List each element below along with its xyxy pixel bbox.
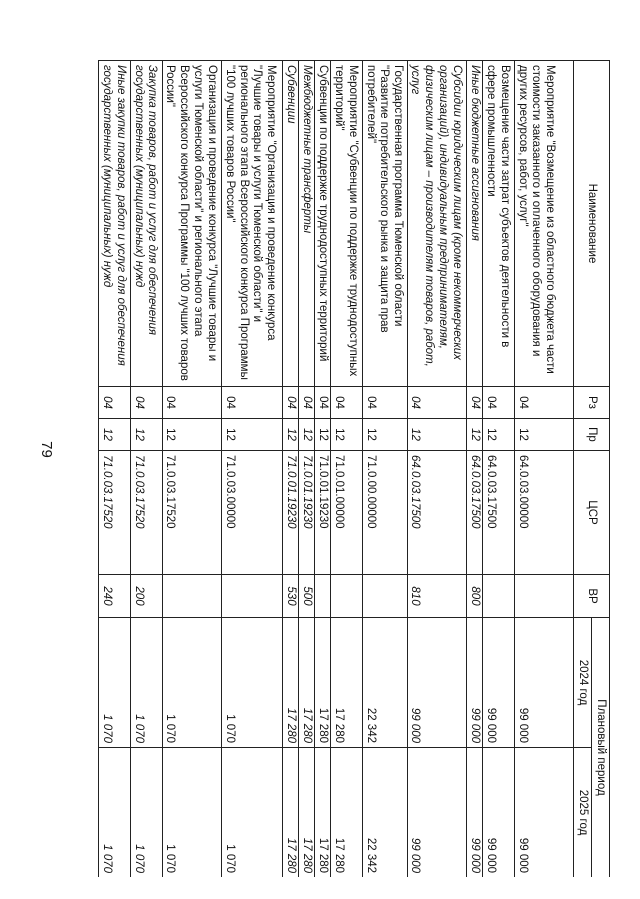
row-2025-cell: 22 342 <box>362 748 407 878</box>
row-2025-cell: 99 000 <box>482 748 514 878</box>
header-planned-period: Плановый период <box>592 618 610 878</box>
row-2024-cell: 99 000 <box>467 618 483 748</box>
row-rz-cell: 04 <box>315 387 331 419</box>
row-rz-cell: 04 <box>482 387 514 419</box>
header-pr: Пр <box>574 419 610 451</box>
table-row <box>407 61 466 878</box>
row-2024-cell: 99 000 <box>482 618 514 748</box>
row-2024-cell: 17 280 <box>315 618 331 748</box>
row-rz-cell: 04 <box>362 387 407 419</box>
row-rz-cell: 04 <box>407 387 466 419</box>
row-2025-cell: 1 070 <box>99 748 131 878</box>
row-2025-cell: 99 000 <box>514 748 573 878</box>
row-csr-cell: 71.0.01.00000 <box>331 451 363 575</box>
row-2024-cell: 17 280 <box>299 618 315 748</box>
row-vr-cell: 200 <box>130 575 162 618</box>
row-2025-cell: 99 000 <box>467 748 483 878</box>
row-name-cell: Межбюджетные трансферты <box>299 61 315 387</box>
table-row <box>482 61 514 878</box>
header-year-2025: 2025 год <box>574 748 592 878</box>
row-pr-cell: 12 <box>130 419 162 451</box>
table-row <box>130 61 162 878</box>
row-2024-cell: 99 000 <box>407 618 466 748</box>
row-pr-cell: 12 <box>514 419 573 451</box>
row-csr-cell: 71.0.03.00000 <box>222 451 283 575</box>
row-2025-cell: 17 280 <box>283 748 299 878</box>
row-pr-cell: 12 <box>467 419 483 451</box>
row-2025-cell: 1 070 <box>222 748 283 878</box>
row-2024-cell: 22 342 <box>362 618 407 748</box>
row-name-cell: Иные закупки товаров, работ и услуг для обеспечения государственных (муниципальных) нужд <box>99 61 131 387</box>
row-pr-cell: 12 <box>315 419 331 451</box>
row-vr-cell <box>315 575 331 618</box>
row-rz-cell: 04 <box>467 387 483 419</box>
row-2024-cell: 99 000 <box>514 618 573 748</box>
row-name-cell: Закупка товаров, работ и услуг для обеспечения государственных (муниципальных) нужд <box>130 61 162 387</box>
row-csr-cell: 71.0.01.19230 <box>299 451 315 575</box>
row-rz-cell: 04 <box>130 387 162 419</box>
row-csr-cell: 71.0.00.00000 <box>362 451 407 575</box>
row-pr-cell: 12 <box>99 419 131 451</box>
row-2025-cell: 17 280 <box>315 748 331 878</box>
row-csr-cell: 71.0.03.17520 <box>162 451 221 575</box>
header-csr: ЦСР <box>574 451 610 575</box>
table-row <box>162 61 221 878</box>
row-2024-cell: 1 070 <box>222 618 283 748</box>
row-rz-cell: 04 <box>162 387 221 419</box>
row-2025-cell: 1 070 <box>162 748 221 878</box>
table-row <box>222 61 283 878</box>
row-2025-cell: 99 000 <box>407 748 466 878</box>
table-row <box>362 61 407 878</box>
table-header <box>574 61 610 878</box>
budget-table <box>98 60 610 877</box>
row-pr-cell: 12 <box>362 419 407 451</box>
row-2024-cell: 1 070 <box>130 618 162 748</box>
row-name-cell: Субвенции <box>283 61 299 387</box>
row-2024-cell: 1 070 <box>99 618 131 748</box>
header-name: Наименование <box>574 61 610 387</box>
row-pr-cell: 12 <box>162 419 221 451</box>
row-csr-cell: 71.0.03.17520 <box>99 451 131 575</box>
row-csr-cell: 71.0.01.19230 <box>315 451 331 575</box>
row-name-cell: Мероприятие "Возмещение из областного бюджета части стоимости заказанного и оплаченного оборудования и других ресурсов, работ, услуг" <box>514 61 573 387</box>
row-vr-cell <box>331 575 363 618</box>
row-vr-cell: 500 <box>299 575 315 618</box>
row-rz-cell: 04 <box>331 387 363 419</box>
row-pr-cell: 12 <box>482 419 514 451</box>
table-row <box>514 61 573 878</box>
row-name-cell: Организация и проведение конкурса "Лучшие товары и услуги Тюменской области" и регионального этапа Всероссийского конкурса Программы "100 лучших товаров России" <box>162 61 221 387</box>
row-pr-cell: 12 <box>299 419 315 451</box>
row-pr-cell: 12 <box>407 419 466 451</box>
row-name-cell: Субсидии юридическим лицам (кроме некоммерческих организаций), индивидуальным предпринимателям, физическим лицам – производителям товаров, работ, услуг <box>407 61 466 387</box>
row-rz-cell: 04 <box>222 387 283 419</box>
row-2025-cell: 17 280 <box>299 748 315 878</box>
row-pr-cell: 12 <box>331 419 363 451</box>
row-csr-cell: 64.0.03.17500 <box>467 451 483 575</box>
row-vr-cell: 240 <box>99 575 131 618</box>
header-vr: ВР <box>574 575 610 618</box>
row-rz-cell: 04 <box>99 387 131 419</box>
row-name-cell: Государственная программа Тюменской области "Развитие потребительского рынка и защита прав потребителей" <box>362 61 407 387</box>
row-2024-cell: 1 070 <box>162 618 221 748</box>
table-row <box>467 61 483 878</box>
row-vr-cell <box>222 575 283 618</box>
table-row <box>99 61 131 878</box>
row-csr-cell: 71.0.01.19230 <box>283 451 299 575</box>
row-2025-cell: 17 280 <box>331 748 363 878</box>
row-vr-cell <box>362 575 407 618</box>
page-number: 79 <box>37 441 55 458</box>
row-pr-cell: 12 <box>222 419 283 451</box>
row-2025-cell: 1 070 <box>130 748 162 878</box>
header-rz: Рз <box>574 387 610 419</box>
table-viewport <box>98 60 610 877</box>
row-name-cell: Иные бюджетные ассигнования <box>467 61 483 387</box>
row-csr-cell: 71.0.03.17520 <box>130 451 162 575</box>
table-row <box>283 61 299 878</box>
row-vr-cell: 530 <box>283 575 299 618</box>
row-name-cell: Возмещение части затрат субъектов деятельности в сфере промышленности <box>482 61 514 387</box>
row-vr-cell <box>162 575 221 618</box>
row-pr-cell: 12 <box>283 419 299 451</box>
row-csr-cell: 64.0.03.17500 <box>407 451 466 575</box>
table-row <box>299 61 315 878</box>
row-rz-cell: 04 <box>283 387 299 419</box>
row-name-cell: Субвенции по поддержке труднодоступных территорий <box>315 61 331 387</box>
row-csr-cell: 64.0.03.00000 <box>514 451 573 575</box>
table-row <box>315 61 331 878</box>
row-vr-cell: 810 <box>407 575 466 618</box>
row-name-cell: Мероприятие "Субвенции по поддержке труднодоступных территорий" <box>331 61 363 387</box>
table-body <box>99 61 574 878</box>
rotated-page <box>98 60 610 877</box>
header-year-2024: 2024 год <box>574 618 592 748</box>
row-name-cell: Мероприятие "Организация и проведение конкурса "Лучшие товары и услуги Тюменской области" и регионального этапа Всероссийского конкурса Программы "100 лучших товаров России" <box>222 61 283 387</box>
row-rz-cell: 04 <box>299 387 315 419</box>
row-csr-cell: 64.0.03.17500 <box>482 451 514 575</box>
table-row <box>331 61 363 878</box>
row-rz-cell: 04 <box>514 387 573 419</box>
row-2024-cell: 17 280 <box>283 618 299 748</box>
row-vr-cell <box>514 575 573 618</box>
row-2024-cell: 17 280 <box>331 618 363 748</box>
row-vr-cell: 800 <box>467 575 483 618</box>
row-vr-cell <box>482 575 514 618</box>
